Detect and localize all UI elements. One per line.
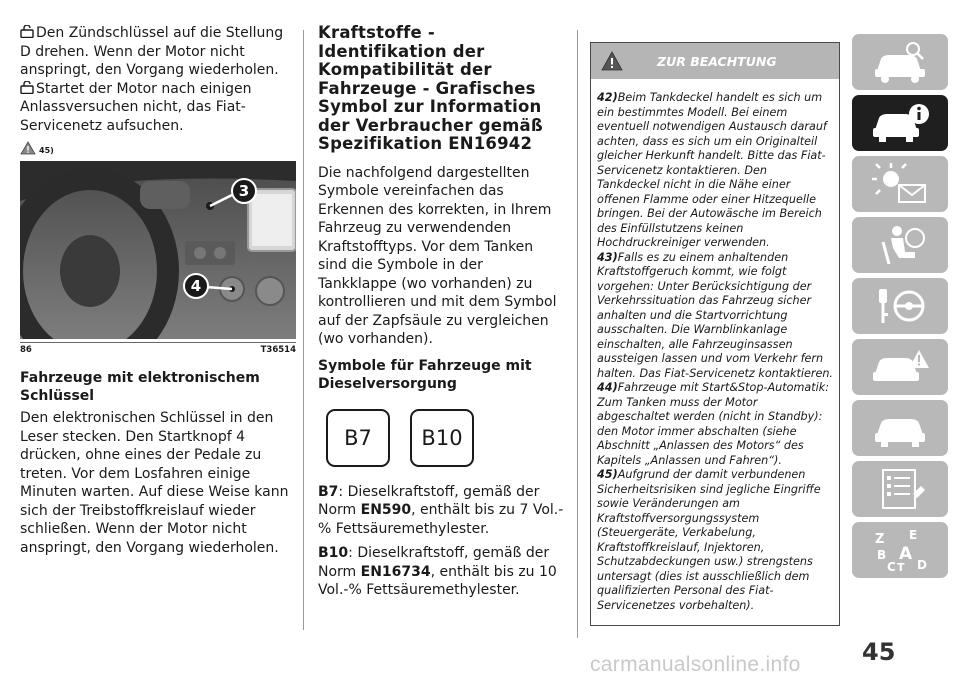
electronic-key-heading: Fahrzeuge mit elektronischem Schlüssel [20,370,260,404]
warning-triangle-icon [20,141,36,155]
callout-4-label: 4 [190,277,202,295]
car-service-icon [869,405,931,451]
index-letter: C [887,560,896,573]
figure-caption [20,342,296,355]
notice-item [597,251,833,382]
b10-text: : Dieselkraftstoff, gemäß der Norm [318,545,550,580]
index-letter: T [897,561,905,573]
notice-item-text: Aufgrund der damit verbundenen Sicherheitsrisiken sind jegliche Eingriffe sowie Veränderungen am Kraftstoffversorgungssystem (Steuergeräte, Verkabelung, Kraftstoffkreislauf, Injektoren, Schutzabdeckungen usw.) strengstens untersagt (dies ist ausschließlich dem qualifizierten Personal des Fiat-Servicenetzes vorbehalten). [597,468,821,612]
step-ignition-text [20,24,296,80]
fuel-symbol-b10 [410,409,474,467]
b7-label: B7 [318,483,339,500]
column-divider [303,30,304,630]
notice-item-text: Fahrzeuge mit Start&Stop-Automatik: Zum Tanken muss der Motor abgeschaltet werden (nicht in Standby): den Motor immer abschalten (siehe Abschnitt „Anlassen des Motors“ des Kapitels „Anlassen und Fahren“). [597,381,829,467]
step-ignition-label: Den Zündschlüssel auf die Stellung D drehen. Wenn der Motor nicht anspringt, den Vorgang wiederholen. [20,25,284,78]
notice-item-number: 45) [597,468,618,481]
car-info-icon [869,100,931,146]
index-letter: A [899,544,913,564]
b7-description [318,483,566,539]
step-service-label: Startet der Motor nach einigen Anlassversuchen nicht, das Fiat-Servicenetz aufsuchen. [20,80,252,134]
dashboard-photo [20,161,296,339]
step-service-text [20,80,296,136]
warning-reference[interactable] [20,141,296,155]
index-letter: B [877,548,887,562]
index-letter: Z [875,532,885,547]
tab-warning-lights[interactable] [852,156,948,212]
car-warning-icon [869,344,931,390]
warning-triangle-icon [601,51,623,71]
dashboard-illustration [20,161,296,339]
notice-title: ZUR BEACHTUNG [657,53,777,69]
alphabet-index-icon [869,527,931,573]
tab-car-search[interactable] [852,34,948,90]
checklist-icon [869,466,931,512]
airbag-seat-icon [869,222,931,268]
tab-car-info[interactable] [852,95,948,151]
key-bullet-icon [20,25,34,38]
notice-header [591,43,839,79]
tab-index[interactable] [852,522,948,578]
fuel-intro-text: Die nachfolgend dargestellten Symbole vereinfachen das Erkennen des korrekten, in Ihrem Fahrzeug zu verwendenden Kraftstofftyps. Vor dem Tanken sind die Symbole in der Tankklappe (wo vorhanden) zu kontrollieren und mit dem Symbol auf der Zapfsäule zu vergleichen (wo vorhanden). [318,164,557,347]
notice-item-text: Falls es zu einem anhaltenden Kraftstoffgeruch kommt, wie folgt vorgehen: Unter Berücksichtigung der Verkehrssituation das Fahrzeug sicher anhalten und die Startvorrichtung ausschalten. Die Warnblinkanlage einschalten, alle Fahrzeuginsassen aussteigen lassen und vom Verkehr fern halten. Das Fiat-Servicenetz kontaktieren. [597,250,833,380]
notice-item-number: 42) [597,91,618,104]
left-column [20,24,296,557]
notice-body [591,79,839,625]
key-steering-icon [869,283,931,329]
fuel-symbols [326,409,566,467]
tab-technical-data[interactable] [852,461,948,517]
b10-description [318,544,566,600]
fuel-symbol-b7 [326,409,390,467]
notice-item-text: Beim Tankdeckel handelt es sich um ein bestimmtes Modell. Bei einem eventuell notwendigen Austausch darauf achten, dass es sich um ein Originalteil gleicher Herkunft handelt. Bitte das Fiat-Servicenetz kontaktieren. Den Tankdeckel nicht in die Nähe einer offenen Flamme oder einer Hitzequelle bringen. Bei der Autowäsche im Bereich des Einfüllstutzens keinen Hochdruckreiniger verwenden. [597,91,827,249]
b10-norm: EN16734 [360,563,431,580]
notice-item-number: 44) [597,381,618,394]
notice-item-number: 43) [597,250,618,264]
tab-maintenance[interactable] [852,400,948,456]
b7-text: : Dieselkraftstoff, gemäß der Norm [318,483,540,518]
notice-column [590,42,840,626]
car-search-icon [869,39,931,85]
warning-light-icon [869,161,931,207]
column-divider [577,30,578,638]
notice-item [597,91,833,251]
b10-rest: , enthält bis zu 10 Vol.-% Fettsäuremethylester. [318,563,557,598]
tab-safety[interactable] [852,217,948,273]
b10-label: B10 [318,545,349,561]
figure-code: T36514 [260,345,296,355]
notice-box [590,42,840,626]
notice-item [597,381,833,468]
notice-item [597,468,833,613]
callout-3-label: 3 [238,182,250,200]
fuel-symbol-b10-label: B10 [421,425,463,450]
watermark-text: carmanualsonline.info [590,653,801,676]
diesel-subheading: Symbole für Fahrzeuge mit Dieselversorgung [318,357,532,392]
chapter-tabs [852,34,948,583]
fuel-symbol-b7-label: B7 [344,425,372,450]
electronic-key-body: Den elektronischen Schlüssel in den Leser stecken. Den Startknopf 4 drücken, ohne eines der Pedale zu treten. Vor dem Losfahren einige Minuten warten. Auf diese Weise kann sich der Treibstoffkreislauf wieder schließen. Wenn der Motor nicht anspringt, den Vorgang wiederholen. [20,410,289,556]
b7-norm: EN590 [360,502,412,518]
b7-rest: , enthält bis zu 7 Vol.-% Fettsäuremethylester. [318,502,564,537]
index-letter: D [917,558,927,572]
page-number: 45 [862,638,896,666]
warning-ref-number: 45) [39,146,54,155]
tab-emergency[interactable] [852,339,948,395]
figure-number: 86 [20,345,32,355]
tab-starting-driving[interactable] [852,278,948,334]
index-letter: E [909,528,918,542]
key-bullet-icon [20,81,34,94]
section-title: Kraftstoffe - Identifikation der Kompatibilität der Fahrzeuge - Grafisches Symbol zur Information der Verbraucher gemäß Spezifikation EN16942 [318,23,543,153]
middle-column [318,24,566,600]
